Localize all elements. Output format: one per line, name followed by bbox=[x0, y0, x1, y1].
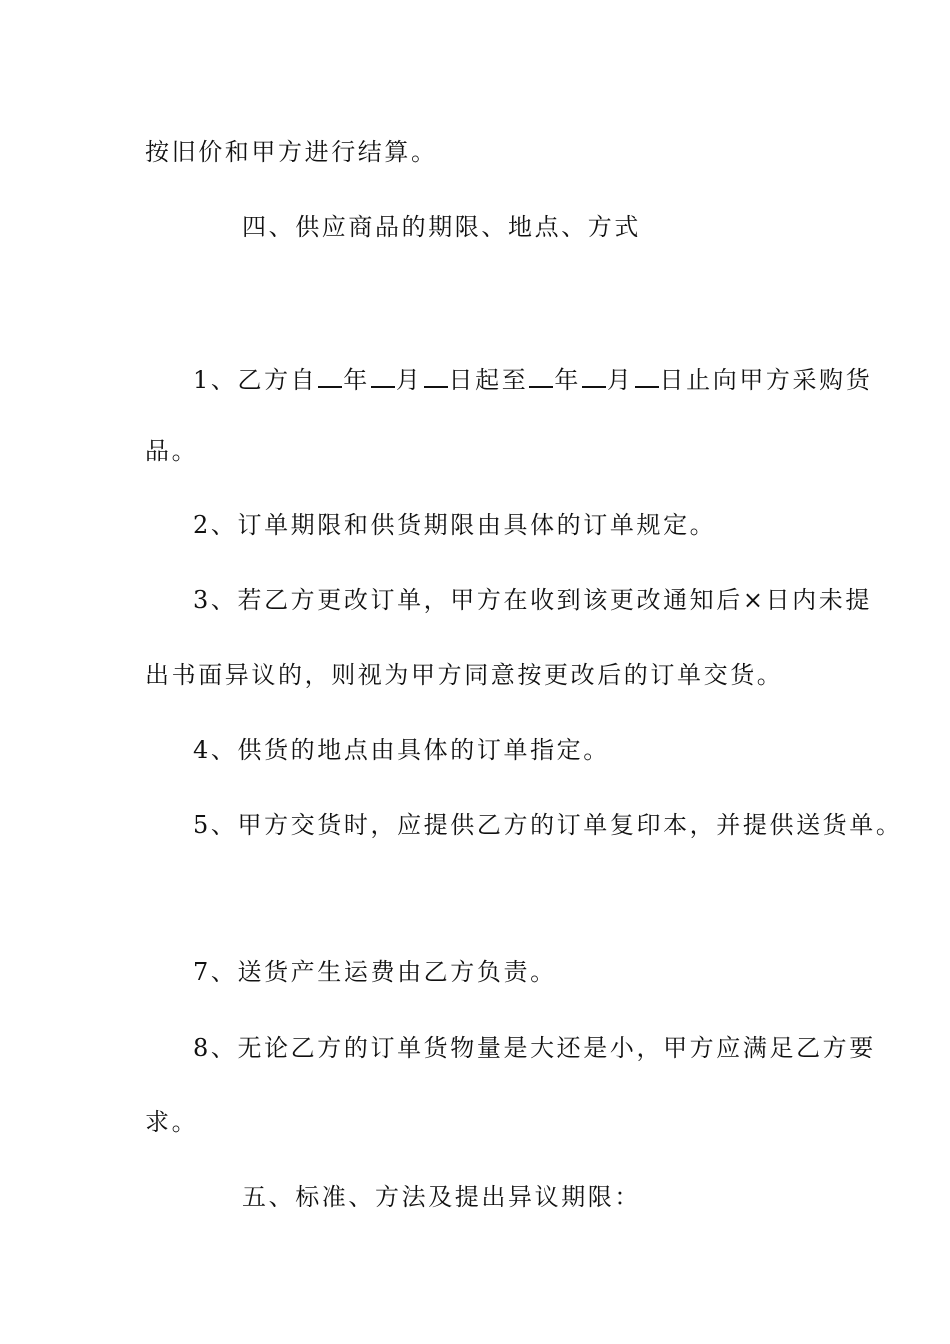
section-heading-5: 五、标准、方法及提出异议期限： bbox=[242, 1183, 641, 1211]
item-1-text-d: 日起至 bbox=[448, 366, 529, 394]
item-1-text-f: 月 bbox=[606, 366, 634, 394]
paragraph-settlement-end: 按旧价和甲方进行结算。 bbox=[145, 138, 438, 166]
blank-field bbox=[371, 366, 395, 388]
section-heading-4: 四、供应商品的期限、地点、方式 bbox=[242, 213, 641, 241]
item-1-text-c: 月 bbox=[395, 366, 423, 394]
blank-field bbox=[424, 366, 448, 388]
item-3: 3、若乙方更改订单，甲方在收到该更改通知后×日内未提 bbox=[193, 586, 872, 614]
blank-field bbox=[635, 366, 659, 388]
item-8-continued: 求。 bbox=[145, 1108, 199, 1136]
blank-field bbox=[582, 366, 606, 388]
item-1 bbox=[193, 365, 872, 395]
item-3-continued: 出书面异议的，则视为甲方同意按更改后的订单交货。 bbox=[145, 661, 784, 689]
item-8: 8、无论乙方的订单货物量是大还是小，甲方应满足乙方要 bbox=[193, 1034, 876, 1062]
blank-field bbox=[318, 366, 342, 388]
item-1-text-e: 年 bbox=[554, 366, 581, 394]
item-1-continued: 品。 bbox=[145, 437, 199, 465]
item-1-text-b: 年 bbox=[343, 366, 370, 394]
item-7: 7、送货产生运费由乙方负责。 bbox=[193, 958, 557, 986]
item-1-text-g: 日止向甲方采购货 bbox=[659, 366, 873, 394]
blank-field bbox=[529, 366, 553, 388]
item-5: 5、甲方交货时，应提供乙方的订单复印本，并提供送货单。 bbox=[193, 811, 903, 839]
item-4: 4、供货的地点由具体的订单指定。 bbox=[193, 736, 610, 764]
item-1-text-a: 1、乙方自 bbox=[193, 366, 318, 394]
item-2: 2、订单期限和供货期限由具体的订单规定。 bbox=[193, 511, 717, 539]
